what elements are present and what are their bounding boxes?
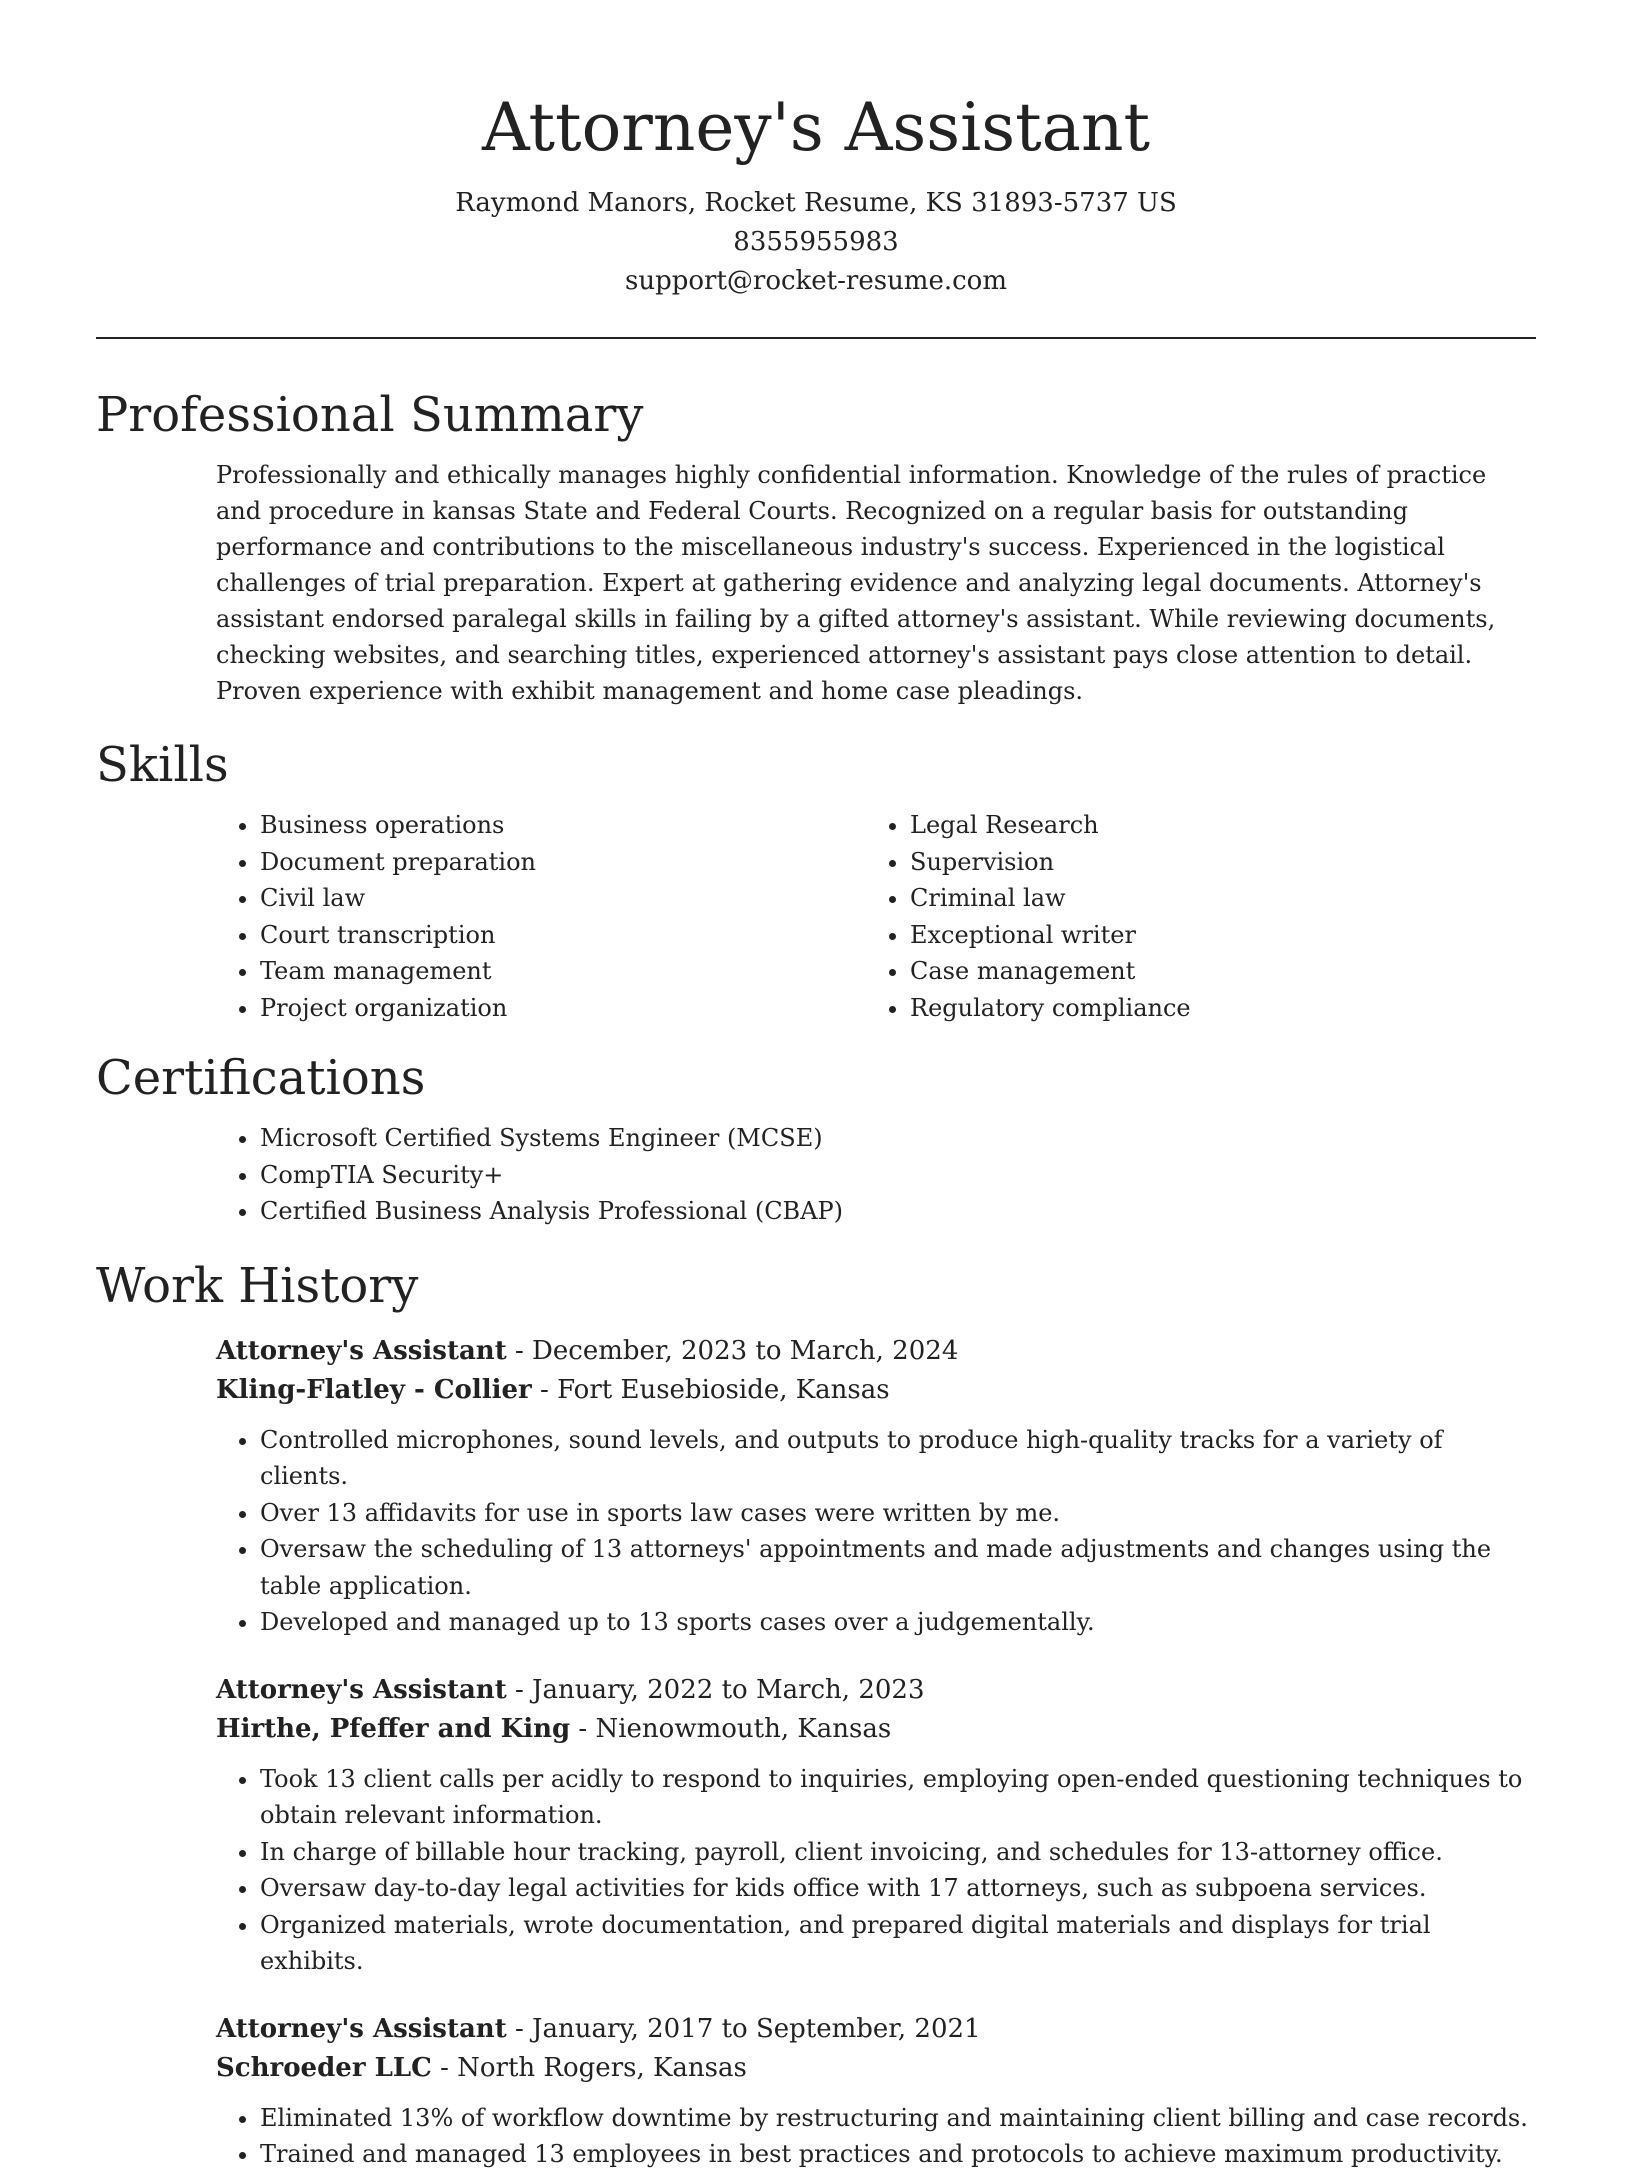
job-bullet: • Oversaw the scheduling of 13 attorneys' appointments and made adjustments and changes using the table application.: [260, 1531, 1536, 1604]
job-entry: [216, 1671, 1536, 1980]
certifications-list: [216, 1120, 1536, 1230]
job-bullets: [216, 1422, 1536, 1641]
job-company-line: [216, 1371, 1536, 1410]
contact-phone: 8355955983: [733, 227, 899, 257]
resume-header: [96, 0, 1536, 301]
skill-item: • Legal Research: [910, 807, 1516, 844]
skill-item: • Case management: [910, 953, 1516, 990]
skill-item: • Document preparation: [260, 844, 866, 881]
job-entry: [216, 1332, 1536, 1641]
contact-address: Raymond Manors, Rocket Resume, KS 31893-5737 US: [455, 188, 1177, 218]
resume-page: [96, 0, 1536, 2168]
skills-heading: Skills: [96, 737, 229, 793]
skill-item: • Exceptional writer: [910, 917, 1516, 954]
job-location: - Nienowmouth, Kansas: [570, 1713, 892, 1744]
job-role: Attorney's Assistant: [216, 2013, 507, 2044]
job-bullets: [216, 1761, 1536, 1980]
certification-item: • Microsoft Certified Systems Engineer (MCSE): [260, 1120, 1536, 1157]
skills-column-left: [216, 807, 866, 1026]
summary-heading: Professional Summary: [96, 387, 644, 443]
job-dates: - December, 2023 to March, 2024: [506, 1335, 959, 1366]
job-title-line: [216, 1332, 1536, 1371]
job-company-line: [216, 2049, 1536, 2088]
job-bullet: • Trained and managed 13 employees in best practices and protocols to achieve maximum productivity.: [260, 2136, 1536, 2173]
skills-list: [216, 807, 1536, 1026]
job-bullets: [216, 2100, 1536, 2173]
certification-item: • CompTIA Security+: [260, 1157, 1536, 1194]
job-bullet: • Developed and managed up to 13 sports cases over a judgementally.: [260, 1604, 1536, 1641]
job-title-line: [216, 2010, 1536, 2049]
job-title-line: [216, 1671, 1536, 1710]
job-bullet: • Organized materials, wrote documentation, and prepared digital materials and displays for trial exhibits.: [260, 1907, 1536, 1980]
job-bullet: • Eliminated 13% of workflow downtime by restructuring and maintaining client billing and case records.: [260, 2100, 1536, 2137]
job-bullet: • Took 13 client calls per acidly to respond to inquiries, employing open-ended questioning techniques to obtain relevant information.: [260, 1761, 1536, 1834]
skill-item: • Supervision: [910, 844, 1516, 881]
skill-item: • Regulatory compliance: [910, 990, 1516, 1027]
skill-item: • Court transcription: [260, 917, 866, 954]
job-bullet: • Oversaw day-to-day legal activities for kids office with 17 attorneys, such as subpoena services.: [260, 1870, 1536, 1907]
job-company-line: [216, 1710, 1536, 1749]
summary-text: Professionally and ethically manages highly confidential information. Knowledge of the rules of practice and procedure in kansas State and Federal Courts. Recognized on a regular basis for outstanding performance and contributions to the miscellaneous industry's success. Experienced in the logistical challenges of trial preparation. Expert at gathering evidence and analyzing legal documents. Attorney's assistant endorsed paralegal skills in failing by a gifted attorney's assistant. While reviewing documents, checking websites, and searching titles, experienced attorney's assistant pays close attention to detail. Proven experience with exhibit management and home case pleadings.: [216, 461, 1496, 705]
work-history-heading: Work History: [96, 1257, 419, 1314]
job-entry: [216, 2010, 1536, 2173]
job-role: Attorney's Assistant: [216, 1335, 507, 1366]
skill-item: • Civil law: [260, 880, 866, 917]
certification-item: • Certified Business Analysis Professional (CBAP): [260, 1193, 1536, 1230]
job-dates: - January, 2017 to September, 2021: [506, 2013, 981, 2044]
job-company: Hirthe, Pfeffer and King: [216, 1713, 571, 1744]
job-location: - Fort Eusebioside, Kansas: [531, 1374, 890, 1405]
job-bullet: • Controlled microphones, sound levels, and outputs to produce high-quality tracks for a variety of clients.: [260, 1422, 1536, 1495]
candidate-title: Attorney's Assistant: [482, 89, 1150, 166]
contact-email: support@rocket-resume.com: [624, 266, 1007, 296]
skills-column-right: [866, 807, 1516, 1026]
job-location: - North Rogers, Kansas: [431, 2052, 747, 2083]
job-bullet: • In charge of billable hour tracking, payroll, client invoicing, and schedules for 13-attorney office.: [260, 1834, 1536, 1871]
skill-item: • Business operations: [260, 807, 866, 844]
job-company: Kling-Flatley - Collier: [216, 1374, 532, 1405]
job-company: Schroeder LLC: [216, 2052, 432, 2083]
skill-item: • Project organization: [260, 990, 866, 1027]
skill-item: • Team management: [260, 953, 866, 990]
job-role: Attorney's Assistant: [216, 1674, 507, 1705]
job-bullet: • Over 13 affidavits for use in sports law cases were written by me.: [260, 1495, 1536, 1532]
job-dates: - January, 2022 to March, 2023: [506, 1674, 925, 1705]
certifications-heading: Certifications: [96, 1050, 426, 1106]
skill-item: • Criminal law: [910, 880, 1516, 917]
header-divider: [96, 337, 1536, 339]
